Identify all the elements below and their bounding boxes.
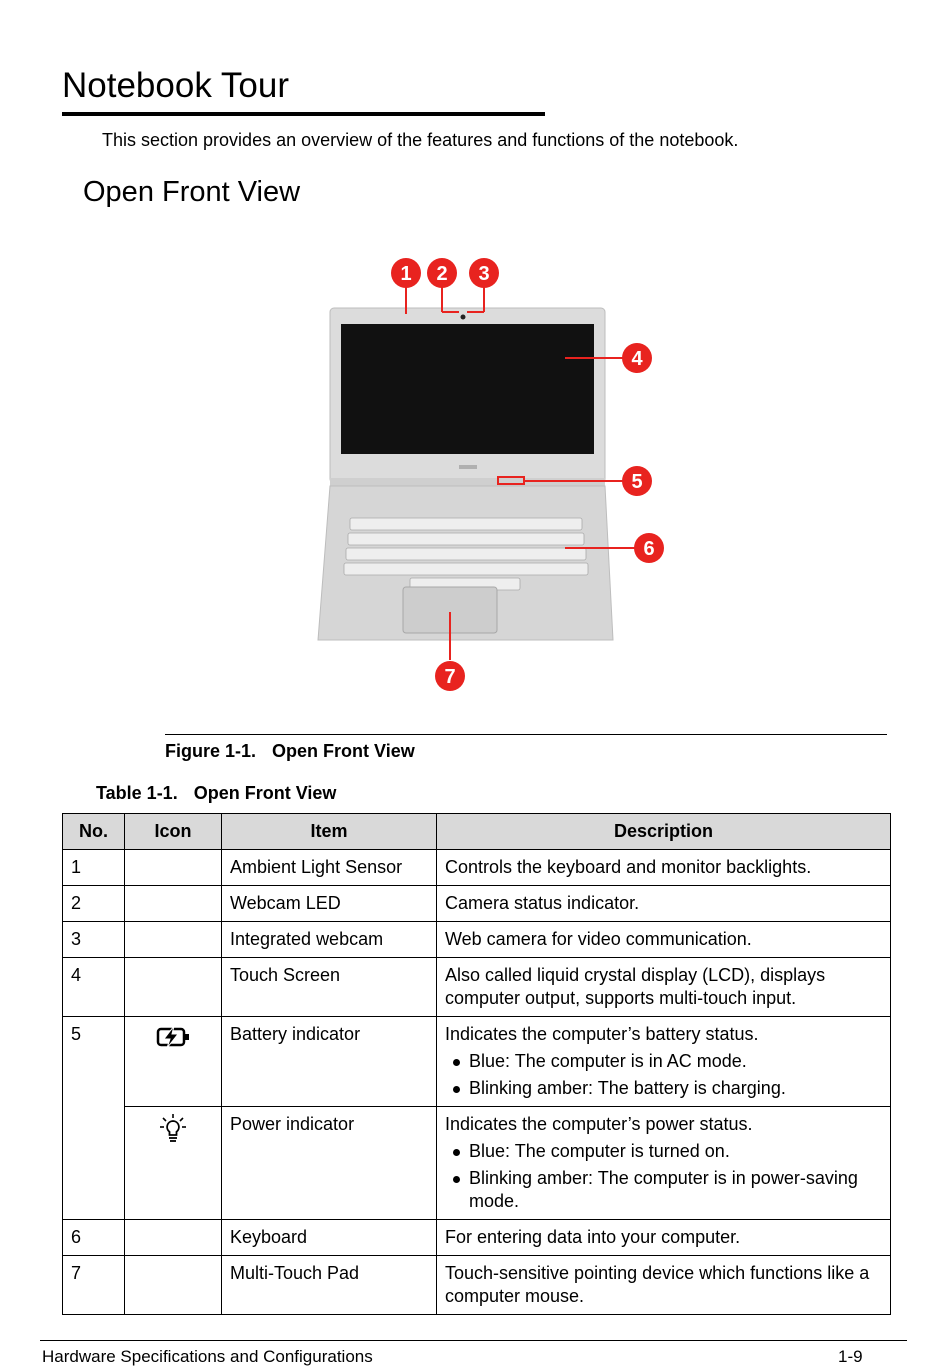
cell-item: Touch Screen	[222, 958, 437, 1017]
cell-description: For entering data into your computer.	[437, 1220, 891, 1256]
laptop-illustration	[255, 240, 715, 710]
header-description: Description	[437, 814, 891, 850]
svg-text:1: 1	[400, 263, 412, 285]
figure-label: Figure 1-1.	[165, 741, 257, 761]
cell-icon	[125, 922, 222, 958]
cell-icon	[125, 958, 222, 1017]
description-bullets	[445, 1140, 882, 1213]
svg-text:2: 2	[436, 263, 448, 285]
header-icon: Icon	[125, 814, 222, 850]
callout-7	[435, 661, 465, 691]
footer-title: Hardware Specifications and Configurations	[42, 1347, 373, 1366]
cell-icon	[125, 850, 222, 886]
open-front-view-table	[62, 813, 891, 1315]
lid-logo	[459, 465, 477, 469]
intro-text: This section provides an overview of the features and functions of the notebook.	[102, 130, 739, 150]
callout-4	[622, 343, 652, 373]
svg-text:4: 4	[631, 348, 643, 370]
footer-rule	[40, 1340, 907, 1341]
cell-icon	[125, 886, 222, 922]
table-caption	[96, 783, 336, 804]
svg-text:5: 5	[631, 471, 643, 493]
callout-5	[622, 466, 652, 496]
page-title: Notebook Tour	[62, 66, 290, 105]
table-header-row	[63, 814, 891, 850]
table-row	[63, 886, 891, 922]
description-text: Indicates the computer’s power status.	[445, 1114, 753, 1134]
header-no: No.	[63, 814, 125, 850]
cell-no: 1	[63, 850, 125, 886]
cell-description: Touch-sensitive pointing device which functions like a computer mouse.	[437, 1256, 891, 1315]
table-row	[63, 922, 891, 958]
cell-icon	[125, 1220, 222, 1256]
list-item: Blue: The computer is turned on.	[445, 1140, 882, 1163]
cell-no: 5	[63, 1017, 125, 1220]
webcam-lens	[461, 315, 466, 320]
battery-charging-icon	[155, 1023, 191, 1051]
callout-6	[634, 533, 664, 563]
cell-description	[437, 1107, 891, 1220]
svg-text:7: 7	[444, 666, 456, 688]
title-underline	[62, 112, 545, 116]
cell-no: 7	[63, 1256, 125, 1315]
list-item: Blue: The computer is in AC mode.	[445, 1050, 882, 1073]
cell-item: Ambient Light Sensor	[222, 850, 437, 886]
laptop-figure	[255, 240, 715, 710]
cell-no: 6	[63, 1220, 125, 1256]
table-row	[63, 1017, 891, 1107]
cell-item: Webcam LED	[222, 886, 437, 922]
cell-icon	[125, 1256, 222, 1315]
header-item: Item	[222, 814, 437, 850]
list-item: Blinking amber: The battery is charging.	[445, 1077, 882, 1100]
page-number: 1-9	[838, 1347, 863, 1366]
callout-1	[391, 258, 421, 288]
cell-item: Keyboard	[222, 1220, 437, 1256]
cell-item: Multi-Touch Pad	[222, 1256, 437, 1315]
callout-2	[427, 258, 457, 288]
table-label: Table 1-1.	[96, 783, 178, 803]
cell-no: 3	[63, 922, 125, 958]
svg-text:6: 6	[643, 538, 655, 560]
cell-icon	[125, 1017, 222, 1107]
cell-item: Battery indicator	[222, 1017, 437, 1107]
table-caption-text: Open Front View	[193, 783, 337, 803]
cell-description: Controls the keyboard and monitor backlights.	[437, 850, 891, 886]
table-row	[63, 1107, 891, 1220]
laptop-screen	[341, 324, 594, 454]
cell-no: 2	[63, 886, 125, 922]
callout-3	[469, 258, 499, 288]
table-row	[63, 958, 891, 1017]
cell-description: Web camera for video communication.	[437, 922, 891, 958]
table-row	[63, 1256, 891, 1315]
description-text: Indicates the computer’s battery status.	[445, 1024, 759, 1044]
cell-item: Power indicator	[222, 1107, 437, 1220]
description-bullets	[445, 1050, 882, 1100]
figure-caption-text: Open Front View	[272, 741, 415, 761]
table-row	[63, 1220, 891, 1256]
figure-caption	[165, 741, 415, 762]
figure-rule	[165, 734, 887, 735]
cell-icon	[125, 1107, 222, 1220]
svg-text:3: 3	[478, 263, 490, 285]
table-row	[63, 850, 891, 886]
cell-description: Camera status indicator.	[437, 886, 891, 922]
list-item: Blinking amber: The computer is in power-saving mode.	[445, 1167, 882, 1213]
cell-no: 4	[63, 958, 125, 1017]
section-title: Open Front View	[83, 176, 301, 208]
cell-description: Also called liquid crystal display (LCD), displays computer output, supports multi-touch input.	[437, 958, 891, 1017]
power-light-icon	[158, 1113, 188, 1145]
cell-item: Integrated webcam	[222, 922, 437, 958]
cell-description	[437, 1017, 891, 1107]
